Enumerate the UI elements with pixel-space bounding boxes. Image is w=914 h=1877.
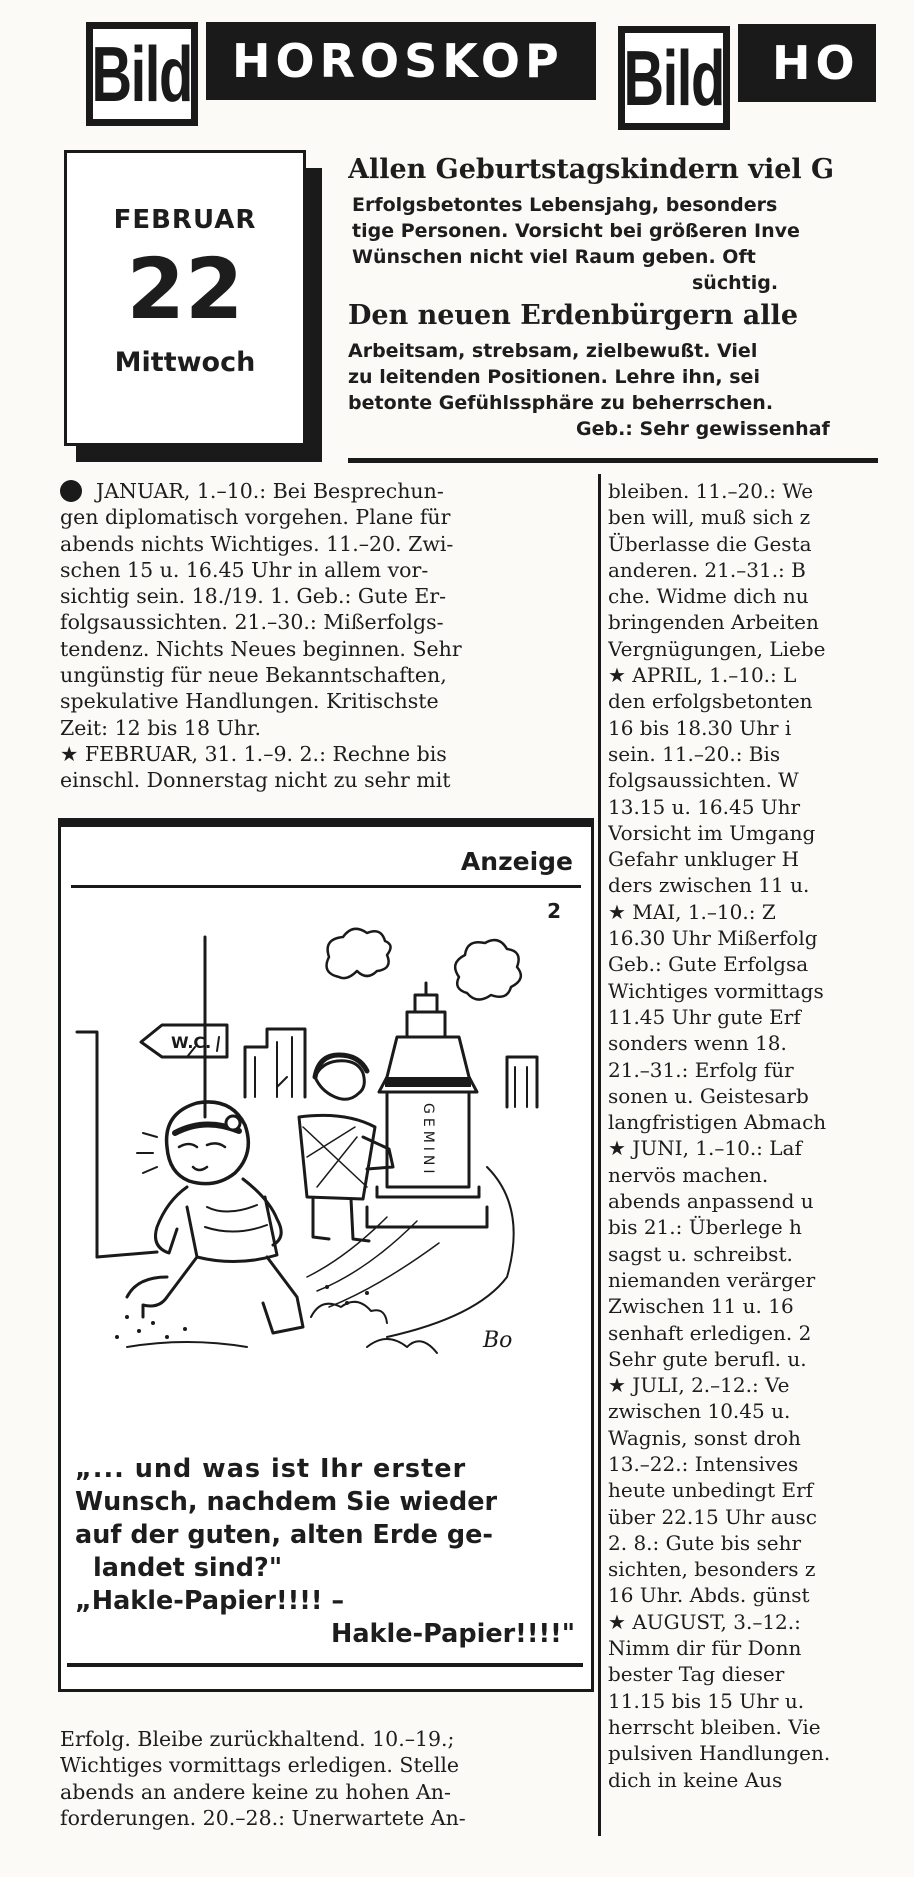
intro-divider: [348, 458, 878, 463]
intro-line: Arbeitsam, strebsam, zielbewußt. Viel: [348, 340, 758, 362]
ad-quote: „... und was ist Ihr erster Wunsch, nachdem Sie wieder auf der guten, alten Erde ge- landet sind?" „Hakle-Papier!!!! – Hakle-Papier!!!!": [75, 1454, 575, 1649]
star-icon: ★: [608, 663, 633, 688]
intro-paragraph-birthday: [352, 192, 878, 296]
column-divider: [598, 474, 601, 1836]
date-box: [64, 150, 306, 446]
cartoon-number: 2: [547, 899, 561, 923]
entry-august: ★ AUGUST, 3.–12.:: [608, 1609, 801, 1634]
bild-logo-repeat-text: Bild: [623, 34, 725, 122]
intro-line: Erfolgsbetontes Lebensjahg, besonders: [352, 194, 778, 216]
wc-sign-text: W.C.: [171, 1033, 212, 1052]
entry-february: ★ FEBRUAR, 31. 1.–9. 2.: Rechne bis: [60, 741, 447, 766]
left-column-continued: Erfolg. Bleibe zurückhaltend. 10.–19.; Wichtiges vormittags erledigen. Stelle abends an andere keine zu hohen An- forderungen. 20.–28.: Unerwartete An-: [60, 1727, 466, 1830]
bullet-dot-icon: [60, 480, 82, 502]
right-column: bleiben. 11.–20.: We ben will, muß sich z Überlasse die Gesta anderen. 21.–31.: B che. Widme dich nu bringenden Arbeiten Vergnügungen, Liebe ★ APRIL, 1.–10.: L den erfolgsbetonten 16 bis 18.30 Uhr i sein. 11.–20.: Bis folgsaussichten. W 13.15 u. 16.45 Uhr Vorsicht im Umgang Gefahr unkluger H ders zwischen 11 u. ★ MAI, 1.–10.: Z 16.30 Uhr Mißerfolg Geb.: Gute Erfolgsa Wichtiges vormittags 11.45 Uhr gute Erf sonders wenn 18. 21.–31.: Erfolg für sonen u. Geistesarb langfristigen Abmach ★ JUNI, 1.–10.: Laf nervös machen. abends anpassend u bis 21.: Überlege h sagst u. schreibst. niemanden verärger Zwischen 11 u. 16 senhaft erledigen. 2 Sehr gute berufl. u. ★ JULI, 2.–12.: Ve zwischen 10.45 u. Wagnis, sonst droh 13.–22.: Intensives heute unbedingt Erf über 22.15 Uhr ausc 2. 8.: Gute bis sehr sichten, besonders z 16 Uhr. Abds. günst ★ AUGUST, 3.–12.: Nimm dir für Donn bester Tag dieser 11.15 bis 15 Uhr u. herrscht bleiben. Vie pulsiven Handlungen. dich in keine Aus: [608, 478, 878, 1793]
bild-logo-text: Bild: [91, 30, 193, 118]
intro-line: Wünschen nicht viel Raum geben. Oft: [352, 246, 756, 268]
star-icon: ★: [608, 1373, 633, 1398]
advertisement-box: [58, 818, 594, 1692]
entry-juli: ★ JULI, 2.–12.: Ve: [608, 1373, 790, 1398]
bild-logo-repeat: [618, 26, 730, 130]
intro-paragraph-newborn: [348, 338, 878, 442]
intro-line: süchtig.: [692, 272, 779, 294]
star-icon: ★: [608, 1136, 633, 1161]
intro-heading-birthday: Allen Geburtstagskindern viel G: [348, 154, 835, 185]
bild-logo: [86, 22, 198, 126]
date-weekday: Mittwoch: [114, 347, 256, 378]
date-day: 22: [126, 240, 244, 338]
entry-april: ★ APRIL, 1.–10.: L: [608, 663, 797, 688]
gemini-tower-text: GEMINI: [420, 1103, 436, 1178]
intro-line: tige Personen. Vorsicht bei größeren Inve: [352, 220, 800, 242]
entry-january: JANUAR, 1.–10.: Bei Besprechun-: [60, 478, 584, 504]
cartoon-signature: Bo: [483, 1328, 513, 1353]
left-column: JANUAR, 1.–10.: Bei Besprechun- gen diplomatisch vorgehen. Plane für abends nichts Wichtiges. 11.–20. Zwi- schen 15 u. 16.45 Uhr in allem vor- sichtig sein. 18./19. 1. Geb.: Gute Er- folgsaussichten. 21.–30.: Mißerfolgs- tendenz. Nichts Neues beginnen. Sehr ungünstig für neue Bekanntschaften, spekulative Handlungen. Kritischste Zeit: 12 bis 18 Uhr. ★ FEBRUAR, 31. 1.–9. 2.: Rechne bis einschl. Donnerstag nicht zu sehr mit: [60, 478, 584, 794]
entry-juni: ★ JUNI, 1.–10.: Laf: [608, 1136, 802, 1161]
ad-label: Anzeige: [460, 847, 573, 876]
star-icon: ★: [60, 741, 85, 766]
star-icon: ★: [608, 899, 633, 924]
intro-line: Geb.: Sehr gewissenhaf: [576, 418, 830, 440]
banner-title-repeat: HO: [772, 36, 860, 90]
horoskop-banner-repeat: [738, 24, 876, 102]
cartoon-illustration: [67, 917, 587, 1387]
horoskop-banner: [206, 22, 596, 100]
intro-line: betonte Gefühlssphäre zu beherrschen.: [348, 392, 774, 414]
star-icon: ★: [608, 1609, 633, 1634]
date-month: FEBRUAR: [113, 205, 257, 235]
ad-top-rule: [61, 821, 591, 827]
banner-title: HOROSKOP: [232, 34, 564, 88]
intro-line: zu leitenden Positionen. Lehre ihn, sei: [348, 366, 760, 388]
intro-heading-newborn: Den neuen Erdenbürgern alle: [348, 300, 798, 331]
entry-mai: ★ MAI, 1.–10.: Z: [608, 899, 776, 924]
ad-bottom-rule: [67, 1663, 583, 1667]
ad-label-rule: [71, 885, 581, 888]
